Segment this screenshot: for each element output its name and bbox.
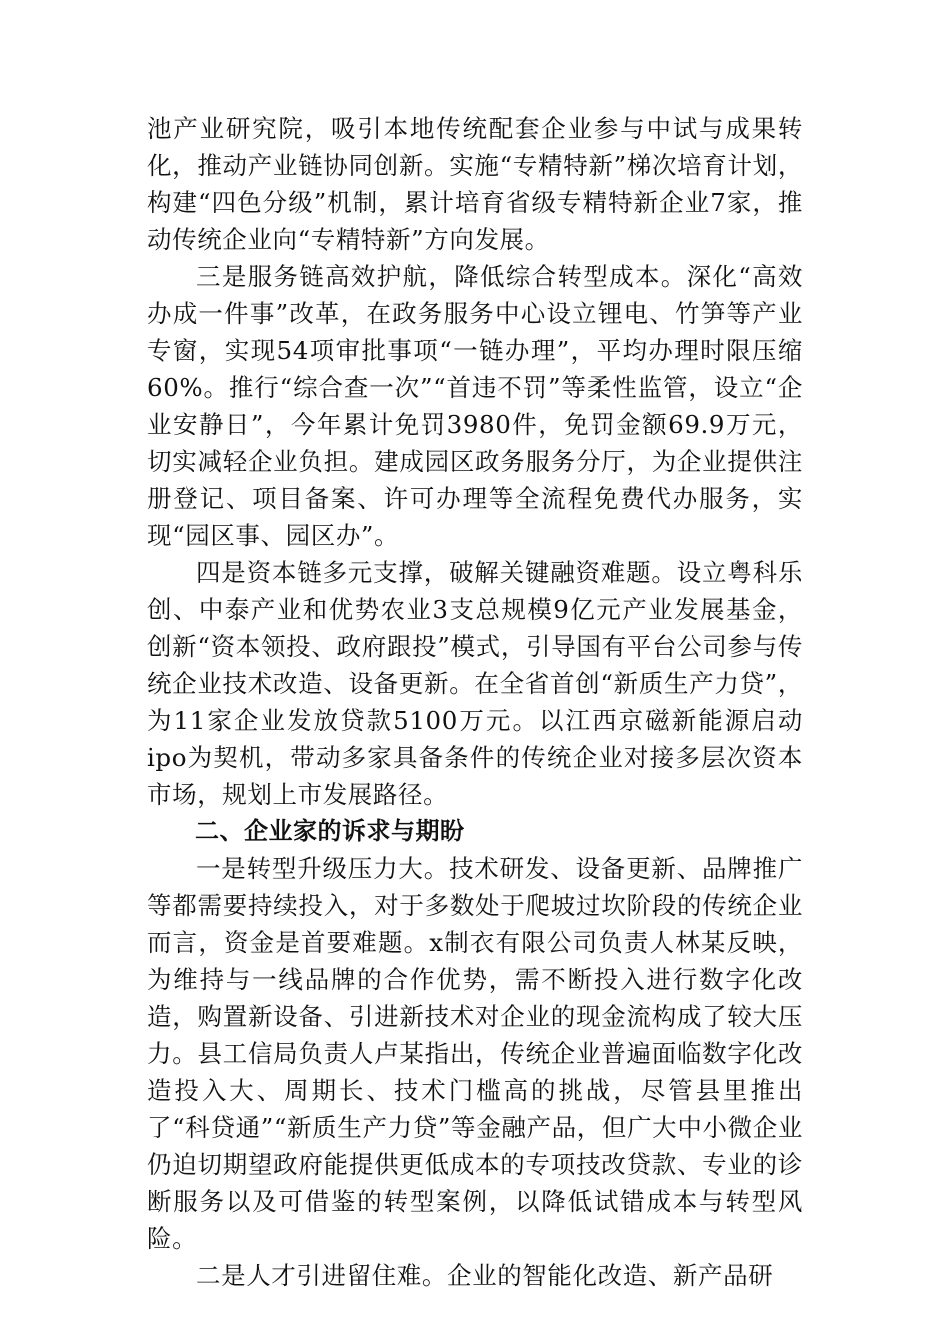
paragraph-transformation-pressure: 一是转型升级压力大。技术研发、设备更新、品牌推广等都需要持续投入，对于多数处于爬坡过坎阶段的传统企业而言，资金是首要难题。x制衣有限公司负责人林某反映，为维持与一线品牌的合作优势，需不断投入进行数字化改造，购置新设备、引进新技术对企业的现金流构成了较大压力。县工信局负责人卢某指出，传统企业普遍面临数字化改造投入大、周期长、技术门槛高的挑战，尽管县里推出了“科贷通”“新质生产力贷”等金融产品，但广大中小微企业仍迫切期望政府能提供更低成本的专项技改贷款、专业的诊断服务以及可借鉴的转型案例，以降低试错成本与转型风险。 bbox=[147, 854, 803, 1253]
document-body bbox=[147, 110, 803, 1294]
paragraph-continued: 池产业研究院，吸引本地传统配套企业参与中试与成果转化，推动产业链协同创新。实施“专精特新”梯次培育计划，构建“四色分级”机制，累计培育省级专精特新企业7家，推动传统企业向“专精特新”方向发展。 bbox=[147, 114, 803, 254]
section-heading: 二、企业家的诉求与期盼 bbox=[195, 817, 465, 845]
paragraph-service-chain: 三是服务链高效护航，降低综合转型成本。深化“高效办成一件事”改革，在政务服务中心设立锂电、竹笋等产业专窗，实现54项审批事项“一链办理”，平均办理时限压缩60%。推行“综合查一次”“首违不罚”等柔性监管，设立“企业安静日”，今年累计免罚3980件，免罚金额69.9万元，切实减轻企业负担。建成园区政务服务分厅，为企业提供注册登记、项目备案、许可办理等全流程免费代办服务，实现“园区事、园区办”。 bbox=[147, 262, 803, 550]
paragraph-talent: 二是人才引进留住难。企业的智能化改造、新产品研 bbox=[196, 1261, 774, 1290]
paragraph-capital-chain: 四是资本链多元支撑，破解关键融资难题。设立粤科乐创、中泰产业和优势农业3支总规模9亿元产业发展基金，创新“资本领投、政府跟投”模式，引导国有平台公司参与传统企业技术改造、设备更新。在全省首创“新质生产力贷”，为11家企业发放贷款5100万元。以江西京磁新能源启动ipo为契机，带动多家具备条件的传统企业对接多层次资本市场，规划上市发展路径。 bbox=[147, 558, 803, 809]
